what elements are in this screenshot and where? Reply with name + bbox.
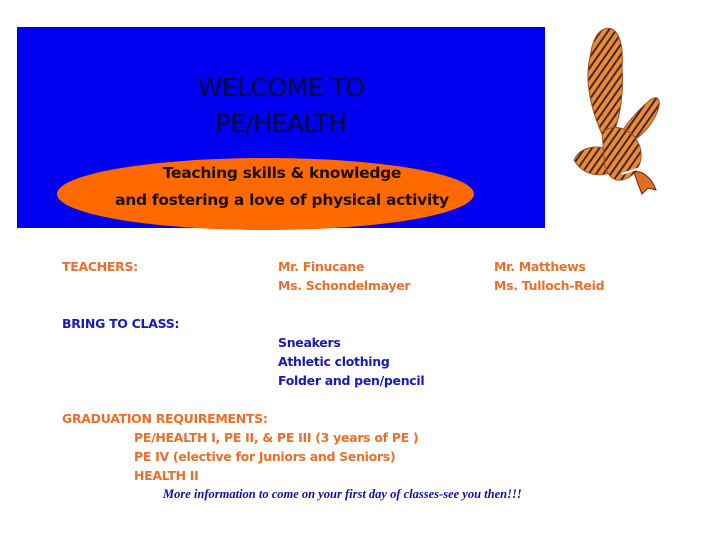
title-line-2: PE/HEALTH [215,109,347,138]
title-line-1: WELCOME TO [197,73,365,102]
bring-to-class-label: BRING TO CLASS: [62,316,180,331]
page-title [17,70,545,142]
teacher-name: Ms. Tulloch-Reid [494,278,605,293]
teacher-name: Mr. Matthews [494,259,586,274]
supply-item: Folder and pen/pencil [278,373,425,388]
teacher-name: Ms. Schondelmayer [278,278,411,293]
teacher-name: Mr. Finucane [278,259,365,274]
tagline-line-2: and fostering a love of physical activity [115,191,449,209]
graduation-requirements-label: GRADUATION REQUIREMENTS: [62,411,268,426]
tagline-line-1: Teaching skills & knowledge [162,164,402,182]
requirement-item: PE/HEALTH I, PE II, & PE III (3 years of PE ) [134,430,419,445]
eagle-icon [562,22,672,197]
supply-item: Athletic clothing [278,354,390,369]
footer-note: More information to come on your first day of classes-see you then!!! [163,487,522,501]
tagline [40,160,524,214]
requirement-item: HEALTH II [134,468,199,483]
supply-item: Sneakers [278,335,341,350]
teachers-label: TEACHERS: [62,259,138,274]
requirement-item: PE IV (elective for Juniors and Seniors) [134,449,396,464]
